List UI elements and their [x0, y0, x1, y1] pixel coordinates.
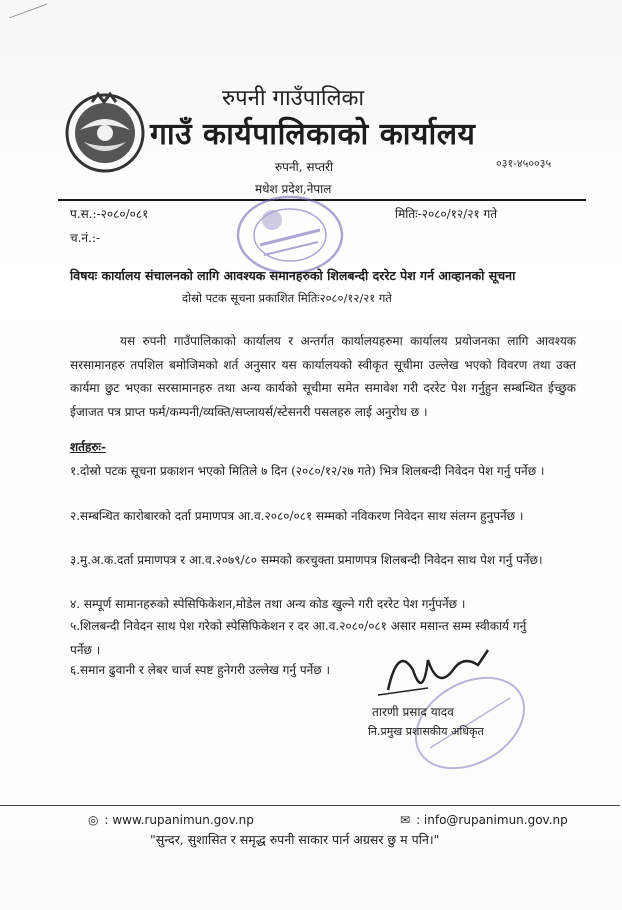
page-fold-mark: [3, 0, 47, 18]
notice-body-paragraph: यस रुपनी गाउँपालिकाको कार्यालय र अन्तर्गत कार्यालयहरुमा कार्यालय प्रयोजनका लागि आवश्यक सरसामानहरु तपशिल बमोजिमको शर्त अनुसार यस कार्यालयको स्वीकृत सूचीमा उल्लेख भएको विवरण तथा उक्त कार्यमा छुट भएका सरसामानहरु तथा अन्य कार्यको सूचीमा समेत समावेश गरी दररेट पेश गर्नुहुन सम्बन्धित ईच्छुक ईजाजत पत्र प्राप्त फर्म/कम्पनी/व्यक्ति/सप्लायर्स/स्टेसनरी पसलहरु लाई अनुरोध छ ।: [70, 334, 576, 419]
mail-icon: ✉: [400, 813, 411, 827]
reference-number: प.स.:-२०८०/०८१: [70, 207, 149, 221]
office-phone: ०३१-४५००३५: [496, 157, 552, 170]
office-address: रुपनी, सप्तरी: [275, 160, 334, 174]
condition-item: ५.शिलबन्दी निवेदन साथ पेश गरेको स्पेसिफिकेशन र दर आ.व.२०८०/०८१ असार मसान्त सम्म स्वीकार्य गर्नु पर्नेछ ।: [70, 619, 527, 657]
footer-motto: "सुन्दर, सुशासित र समृद्ध रुपनी साकार पार्न अग्रसर छु म पनि।": [150, 832, 440, 847]
website-text: : www.rupanimun.gov.np: [104, 813, 254, 827]
condition-item: ३.मु.अ.क.दर्ता प्रमाणपत्र र आ.व.२०७९/८० सम्मको करचुक्ता प्रमाणपत्र शिलबन्दी निवेदन साथ पेश गर्नु पर्नेछ।: [70, 553, 543, 567]
office-title: गाउँ कार्यपालिकाको कार्यालय: [150, 117, 476, 152]
condition-item: १.दोस्रो पटक सूचना प्रकाशन भएको मितिले ७ दिन (२०८०/१२/२७ गते) भित्र शिलबन्दी निवेदन पेश गर्नु पर्नेछ ।: [70, 464, 545, 478]
notice-subline: दोस्रो पटक सूचना प्रकाशित मितिः२०८०/१२/२१ गते: [182, 291, 392, 305]
footer-divider: [0, 805, 620, 806]
conditions-heading: शर्तहरुः-: [70, 440, 106, 454]
office-province: मधेश प्रदेश,नेपाल: [255, 182, 332, 196]
globe-icon: ◎: [88, 813, 99, 827]
signatory-title: नि.प्रमुख प्रशासकीय अधिकृत: [368, 725, 484, 738]
nepal-emblem-logo: [62, 90, 148, 176]
officer-stamp: [400, 668, 540, 778]
notice-date: मितिः-२०८०/१२/२१ गते: [395, 207, 498, 221]
footer-website: [88, 813, 254, 827]
dispatch-number: च.नं.:-: [70, 231, 101, 245]
notice-subject: विषयः कार्यालय संचालनको लागि आवश्यक समानहरुको शिलबन्दी दररेट पेश गर्न आव्हानको सूचना: [70, 268, 516, 283]
signatory-name: तारणी प्रसाद यादव: [372, 705, 454, 719]
condition-item: ४. सम्पूर्ण सामानहरुको स्पेसिफिकेशन,मोडेल तथा अन्य कोड खुल्ने गरी दररेट पेश गर्नुपर्नेछ ।: [70, 597, 466, 611]
footer-email: [400, 813, 568, 827]
condition-item: २.सम्बन्धित कारोबारको दर्ता प्रमाणपत्र आ.व.२०८०/०८१ सम्मको नविकरण निवेदन साथ संलग्न हुनुपर्नेछ ।: [70, 509, 524, 523]
municipality-name: रुपनी गाउँपालिका: [222, 86, 365, 111]
condition-item: ६.समान ढुवानी र लेबर चार्ज स्पष्ट हुनेगरी उल्लेख गर्नु पर्नेछ ।: [70, 663, 331, 677]
email-text: : info@rupanimun.gov.np: [416, 813, 568, 827]
